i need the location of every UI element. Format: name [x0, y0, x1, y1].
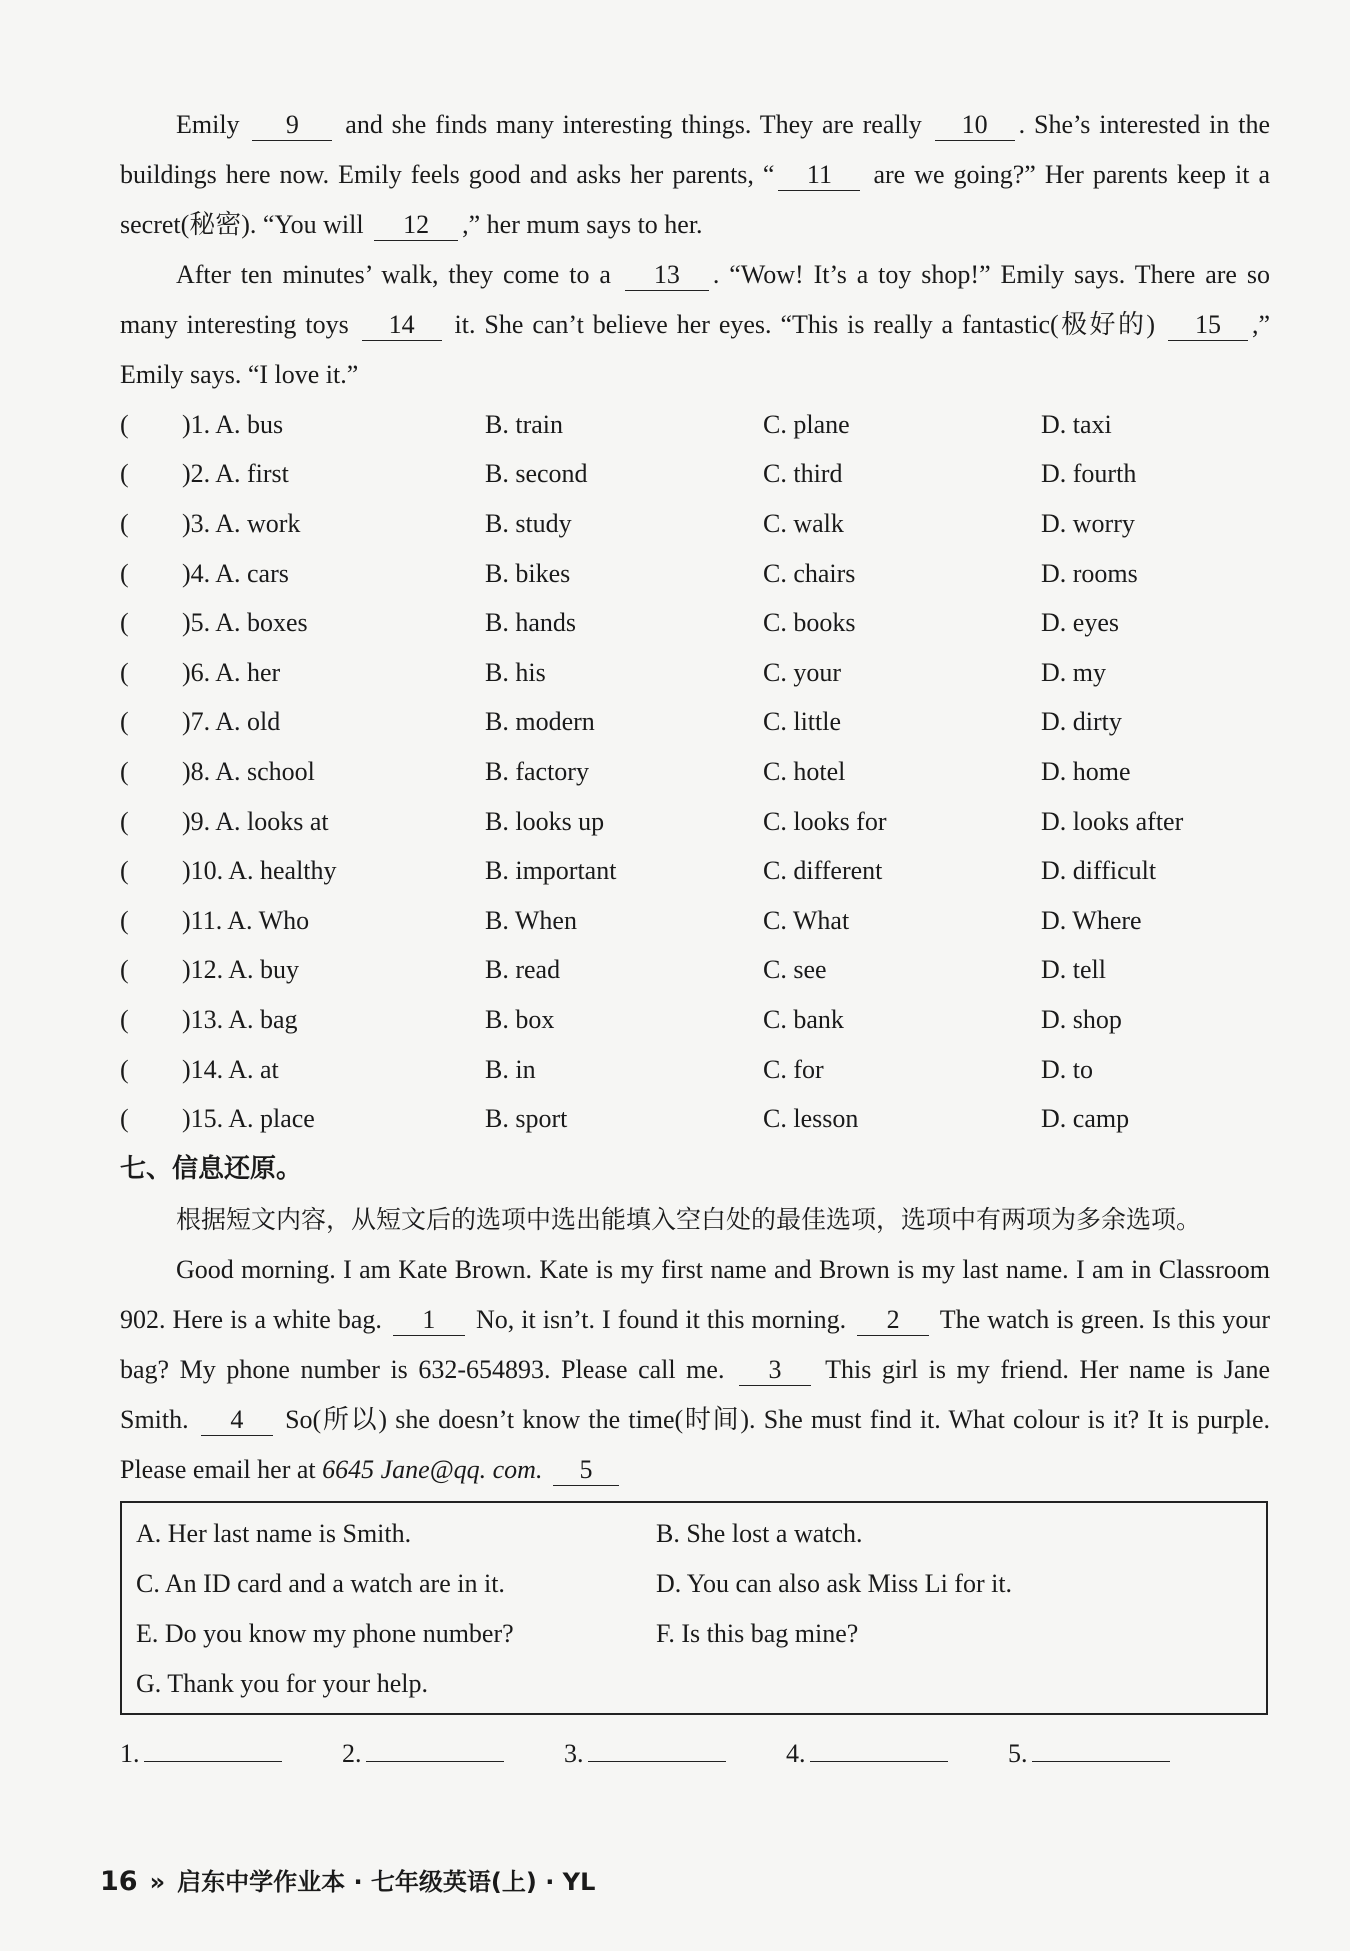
- passage-paragraph-1: [120, 100, 1270, 250]
- question-row: [120, 1094, 1270, 1144]
- answer-number: 3.: [564, 1738, 584, 1768]
- answer-slot-1[interactable]: [120, 1729, 342, 1779]
- option-b: B. train: [485, 409, 563, 439]
- answer-paren[interactable]: (: [120, 806, 129, 836]
- option-G: G. Thank you for your help.: [136, 1668, 428, 1698]
- answer-paren[interactable]: (: [120, 1054, 129, 1084]
- option-b: B. factory: [485, 756, 589, 786]
- option-b: B. When: [485, 905, 577, 935]
- option-b: B. study: [485, 508, 572, 538]
- option-c: C. chairs: [763, 558, 856, 588]
- option-a: )1. A. bus: [182, 409, 284, 439]
- answer-slot-3[interactable]: [564, 1729, 786, 1779]
- option-b: B. second: [485, 459, 588, 489]
- option-c: C. hotel: [763, 756, 846, 786]
- blank-4[interactable]: 4: [201, 1405, 273, 1436]
- option-d: D. camp: [1041, 1104, 1130, 1134]
- section-7-passage: [120, 1245, 1270, 1495]
- text: ,” Emily says. “I love it.”: [120, 310, 1271, 389]
- question-row: [120, 549, 1270, 599]
- answer-paren[interactable]: (: [120, 1104, 129, 1134]
- question-row: [120, 995, 1270, 1045]
- question-row: [120, 1045, 1270, 1095]
- answer-number: 5.: [1008, 1738, 1028, 1768]
- text: After ten minutes’ walk, they come to a: [176, 260, 611, 289]
- answer-paren[interactable]: (: [120, 558, 129, 588]
- option-a: )2. A. first: [182, 459, 289, 489]
- option-a: )6. A. her: [182, 657, 281, 687]
- answer-line[interactable]: [810, 1735, 948, 1762]
- option-B: B. She lost a watch.: [656, 1518, 863, 1548]
- option-d: D. looks after: [1041, 806, 1184, 836]
- page-number: 16: [100, 1866, 138, 1897]
- option-d: D. difficult: [1041, 856, 1157, 886]
- option-a: )12. A. buy: [182, 955, 299, 985]
- option-b: B. modern: [485, 707, 595, 737]
- blank-9[interactable]: 9: [252, 110, 332, 141]
- option-c: C. What: [763, 905, 850, 935]
- option-E: E. Do you know my phone number?: [136, 1618, 514, 1648]
- option-c: C. lesson: [763, 1104, 859, 1134]
- option-a: )11. A. Who: [182, 905, 310, 935]
- blank-12[interactable]: 12: [374, 210, 458, 241]
- answer-paren[interactable]: (: [120, 955, 129, 985]
- text: Good morning. I am Kate Brown. Kate is my first name and Brown is my last name. I am in Classroom 902. Here is a white bag.: [120, 1254, 1270, 1334]
- answer-line[interactable]: [366, 1735, 504, 1762]
- option-C: C. An ID card and a watch are in it.: [136, 1568, 505, 1598]
- answer-paren[interactable]: (: [120, 707, 129, 737]
- option-a: )7. A. old: [182, 707, 281, 737]
- answer-paren[interactable]: (: [120, 657, 129, 687]
- text: . She’s interested in the buildings here now. Emily feels good and asks her parents, “: [120, 110, 1271, 189]
- option-D: D. You can also ask Miss Li for it.: [656, 1568, 1013, 1598]
- text: and she finds many interesting things. They are really: [345, 110, 922, 139]
- blank-14[interactable]: 14: [362, 310, 442, 341]
- option-d: D. home: [1041, 756, 1131, 786]
- text: So(所以) she doesn’t know the time(时间). She must find it. What colour is it? It is purple. Please email her at: [120, 1404, 1271, 1484]
- option-c: C. your: [763, 657, 841, 687]
- text: it. She can’t believe her eyes. “This is really a fantastic(极好的): [454, 310, 1156, 339]
- option-d: D. to: [1041, 1054, 1093, 1084]
- answer-slot-4[interactable]: [786, 1729, 1008, 1779]
- question-row: [120, 598, 1270, 648]
- email-address: 6645 Jane@qq. com.: [322, 1454, 543, 1484]
- chevron-right-icon: »: [149, 1868, 166, 1896]
- answer-line[interactable]: [588, 1735, 726, 1762]
- question-row: [120, 400, 1270, 450]
- passage-paragraph-2: [120, 250, 1270, 400]
- text: This girl is my friend. Her name is Jane Smith.: [120, 1354, 1271, 1434]
- blank-5[interactable]: 5: [553, 1455, 619, 1486]
- answer-slot-5[interactable]: [1008, 1729, 1230, 1779]
- text: The watch is green. Is this your bag? My phone number is 632-654893. Please call me.: [120, 1304, 1271, 1384]
- answer-lines: [120, 1729, 1270, 1779]
- answer-paren[interactable]: (: [120, 608, 129, 638]
- question-list: [120, 400, 1270, 1144]
- option-d: D. taxi: [1041, 409, 1112, 439]
- option-b: B. bikes: [485, 558, 571, 588]
- option-c: C. different: [763, 856, 883, 886]
- option-F: F. Is this bag mine?: [656, 1618, 859, 1648]
- answer-paren[interactable]: (: [120, 459, 129, 489]
- option-d: D. tell: [1041, 955, 1106, 985]
- answer-paren[interactable]: (: [120, 756, 129, 786]
- option-A: A. Her last name is Smith.: [136, 1518, 412, 1548]
- blank-2[interactable]: 2: [857, 1305, 929, 1336]
- option-b: B. his: [485, 657, 546, 687]
- option-d: D. dirty: [1041, 707, 1122, 737]
- answer-line[interactable]: [1032, 1735, 1170, 1762]
- option-d: D. fourth: [1041, 459, 1137, 489]
- option-a: )9. A. looks at: [182, 806, 329, 836]
- question-row: [120, 698, 1270, 748]
- blank-1[interactable]: 1: [393, 1305, 465, 1336]
- option-a: )10. A. healthy: [182, 856, 337, 886]
- question-row: [120, 846, 1270, 896]
- answer-paren[interactable]: (: [120, 409, 129, 439]
- answer-number: 4.: [786, 1738, 806, 1768]
- option-b: B. sport: [485, 1104, 568, 1134]
- option-c: C. little: [763, 707, 841, 737]
- text: are we going?” Her parents keep it a secret(秘密). “You will: [120, 160, 1270, 239]
- option-c: C. see: [763, 955, 827, 985]
- section-7-title: 七、信息还原。: [120, 1153, 303, 1184]
- blank-10[interactable]: 10: [935, 110, 1015, 141]
- answer-paren[interactable]: (: [120, 905, 129, 935]
- options-box: [120, 1501, 1268, 1715]
- blank-3[interactable]: 3: [739, 1355, 811, 1386]
- question-row: [120, 896, 1270, 946]
- option-a: )5. A. boxes: [182, 608, 308, 638]
- option-a: )4. A. cars: [182, 558, 289, 588]
- answer-slot-2[interactable]: [342, 1729, 564, 1779]
- blank-13[interactable]: 13: [625, 260, 709, 291]
- answer-paren[interactable]: (: [120, 1004, 129, 1034]
- option-c: C. looks for: [763, 806, 887, 836]
- text: ,” her mum says to her.: [462, 210, 703, 239]
- option-a: )14. A. at: [182, 1054, 279, 1084]
- option-c: C. walk: [763, 508, 844, 538]
- answer-paren[interactable]: (: [120, 508, 129, 538]
- question-row: [120, 946, 1270, 996]
- answer-paren[interactable]: (: [120, 856, 129, 886]
- question-row: [120, 499, 1270, 549]
- question-row: [120, 747, 1270, 797]
- option-b: B. hands: [485, 608, 576, 638]
- text: . “Wow! It’s a toy shop!” Emily says. There are so many interesting toys: [120, 260, 1271, 339]
- option-b: B. important: [485, 856, 617, 886]
- option-b: B. looks up: [485, 806, 605, 836]
- option-d: D. eyes: [1041, 608, 1119, 638]
- option-d: D. my: [1041, 657, 1106, 687]
- option-d: D. shop: [1041, 1004, 1122, 1034]
- text: No, it isn’t. I found it this morning.: [475, 1304, 847, 1334]
- answer-number: 1.: [120, 1738, 140, 1768]
- option-d: D. Where: [1041, 905, 1142, 935]
- option-c: C. books: [763, 608, 856, 638]
- page-footer: [100, 1862, 595, 1897]
- section-7-instruction: 根据短文内容，从短文后的选项中选出能填入空白处的最佳选项，选项中有两项为多余选项。: [176, 1204, 1202, 1234]
- option-a: )13. A. bag: [182, 1004, 298, 1034]
- question-row: [120, 450, 1270, 500]
- option-c: C. third: [763, 459, 843, 489]
- content: [120, 100, 1270, 1779]
- answer-line[interactable]: [144, 1735, 282, 1762]
- blank-11[interactable]: 11: [778, 160, 860, 191]
- option-d: D. worry: [1041, 508, 1135, 538]
- option-a: )3. A. work: [182, 508, 301, 538]
- option-b: B. box: [485, 1004, 555, 1034]
- footer-title: 启东中学作业本 · 七年级英语(上) · YL: [177, 1868, 596, 1896]
- option-a: )15. A. place: [182, 1104, 315, 1134]
- question-row: [120, 797, 1270, 847]
- answer-number: 2.: [342, 1738, 362, 1768]
- text: Emily: [176, 110, 240, 139]
- option-b: B. in: [485, 1054, 536, 1084]
- option-c: C. for: [763, 1054, 824, 1084]
- option-b: B. read: [485, 955, 561, 985]
- option-c: C. bank: [763, 1004, 844, 1034]
- option-d: D. rooms: [1041, 558, 1138, 588]
- option-c: C. plane: [763, 409, 850, 439]
- question-row: [120, 648, 1270, 698]
- blank-15[interactable]: 15: [1168, 310, 1248, 341]
- option-a: )8. A. school: [182, 756, 315, 786]
